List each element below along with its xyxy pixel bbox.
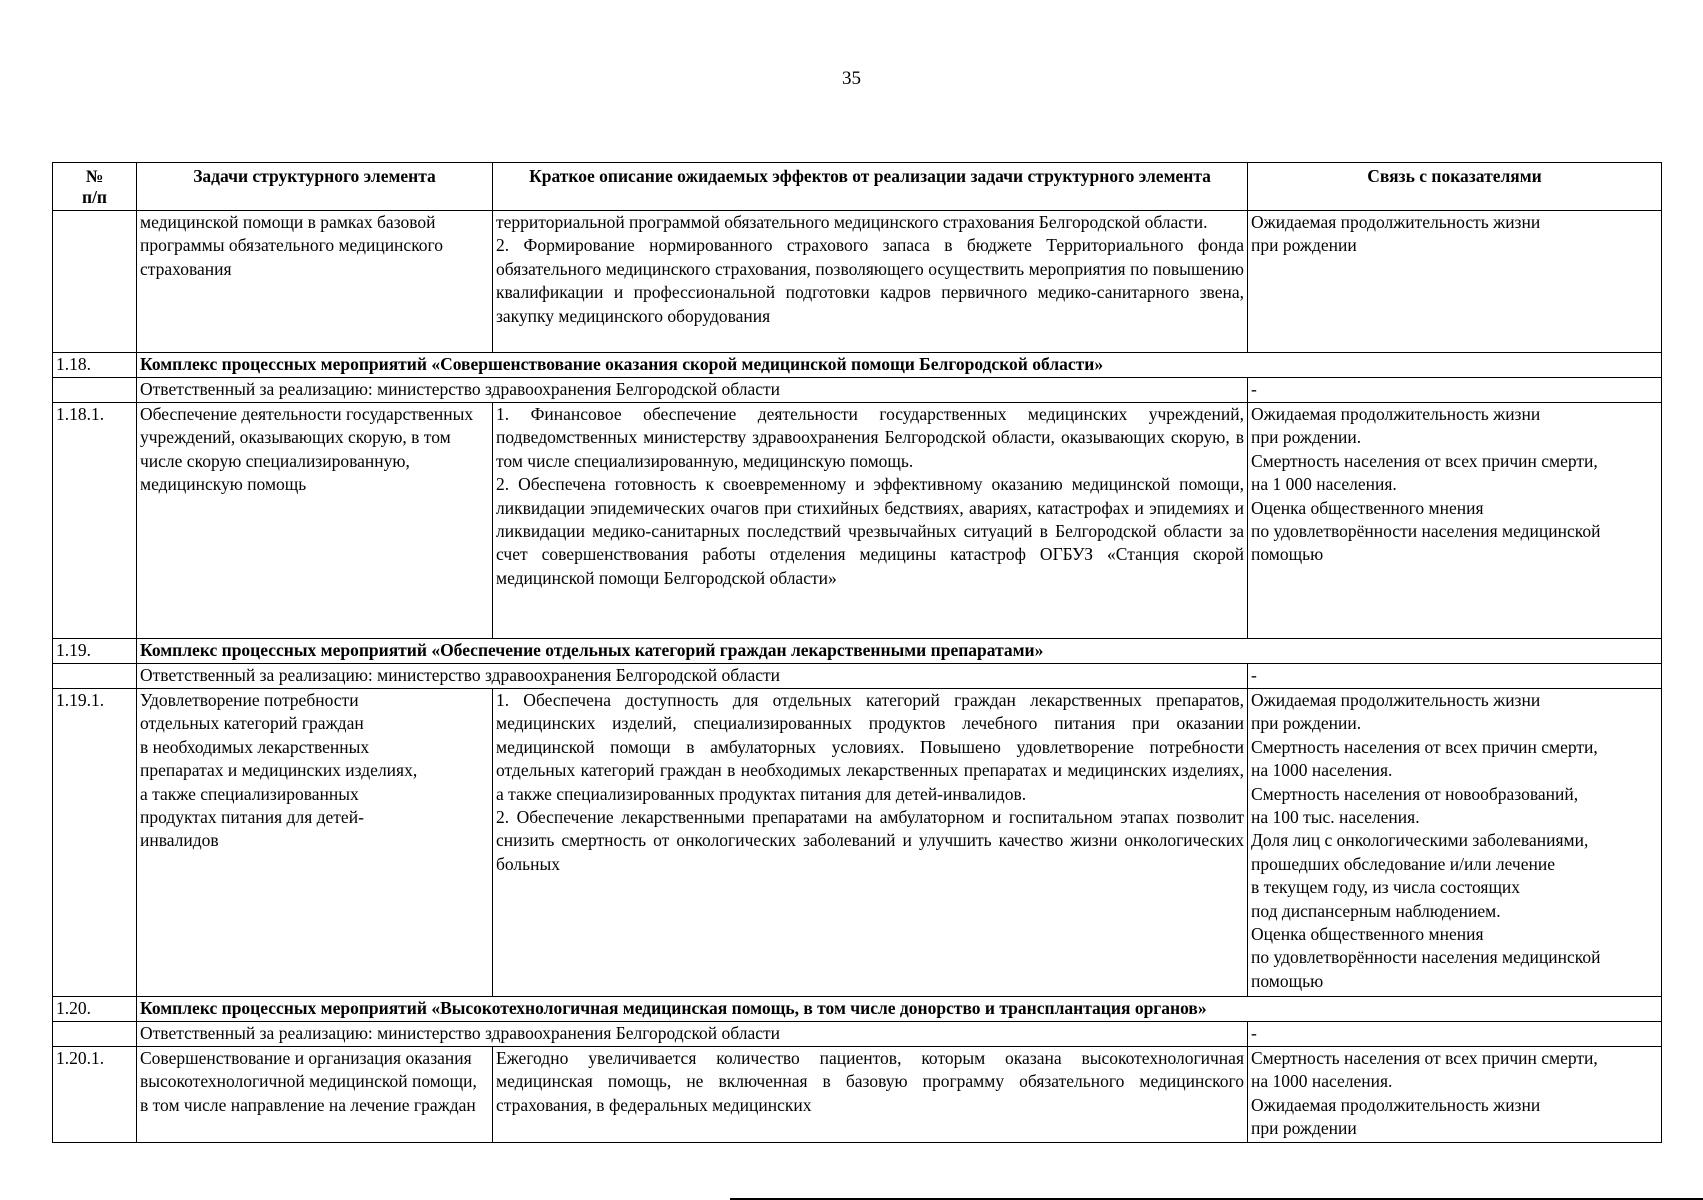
page-number: 35 bbox=[842, 68, 861, 89]
cell-task: Удовлетворение потребности отдельных категорий граждан в необходимых лекарственных препаратах и медицинских изделиях, а также специализированных продуктах питания для детей- инвалидов bbox=[137, 689, 493, 997]
section-row-1-20 bbox=[53, 997, 1662, 1022]
responsible-dash: - bbox=[1248, 1022, 1662, 1047]
cell-num bbox=[53, 211, 137, 353]
section-num: 1.18. bbox=[53, 353, 137, 378]
responsible-text: Ответственный за реализацию: министерство здравоохранения Белгородской области bbox=[137, 1022, 1248, 1047]
cell-indicator: Ожидаемая продолжительность жизни при рождении bbox=[1248, 211, 1662, 353]
section-title: Комплекс процессных мероприятий «Обеспечение отдельных категорий граждан лекарственными препаратами» bbox=[137, 639, 1662, 664]
cell-effect: 1. Финансовое обеспечение деятельности государственных медицинских учреждений, подведомственных министерству здравоохранения Белгородской области, оказывающих скорую, в том числе специализированную, медицинскую помощь. 2. Обеспечена готовность к своевременному и эффективному оказанию медицинской помощи, ликвидации эпидемических очагов при стихийных бедствиях, авариях, катастрофах и эпидемиях и ликвидации медико-санитарных последствий чрезвычайных ситуаций в Белгородской области за счет совершенствования работы отделения медицины катастроф ОГБУЗ «Станция скорой медицинской помощи Белгородской области» bbox=[493, 403, 1248, 639]
responsible-row bbox=[53, 378, 1662, 403]
section-row-1-19 bbox=[53, 639, 1662, 664]
cell-effect: территориальной программой обязательного медицинского страхования Белгородской области. 2. Формирование нормированного страхового запаса в бюджете Территориального фонда обязательного медицинского страхования, позволяющего осуществить мероприятия по повышению квалификации и профессиональной подготовки кадров первичного медико-санитарного звена, закупку медицинского оборудования bbox=[493, 211, 1248, 353]
responsible-dash: - bbox=[1248, 378, 1662, 403]
cell-indicator: Ожидаемая продолжительность жизни при рождении. Смертность населения от всех причин смерти, на 1000 населения. Смертность населения от новообразований, на 100 тыс. населения. Доля лиц с онкологическими заболеваниями, прошедших обследование и/или лечение в текущем году, из числа состоящих под диспансерным наблюдением. Оценка общественного мнения по удовлетворённости населения медицинской помощью bbox=[1248, 689, 1662, 997]
cell-num: 1.18.1. bbox=[53, 403, 137, 639]
responsible-text: Ответственный за реализацию: министерство здравоохранения Белгородской области bbox=[137, 664, 1248, 689]
responsible-row bbox=[53, 664, 1662, 689]
cell-num bbox=[53, 664, 137, 689]
cell-task: Обеспечение деятельности государственных учреждений, оказывающих скорую, в том числе скорую специализированную, медицинскую помощь bbox=[137, 403, 493, 639]
cell-num: 1.19.1. bbox=[53, 689, 137, 997]
cell-num bbox=[53, 1022, 137, 1047]
cell-num: 1.20.1. bbox=[53, 1047, 137, 1143]
cell-task: медицинской помощи в рамках базовой программы обязательного медицинского страхования bbox=[137, 211, 493, 353]
cell-indicator: Ожидаемая продолжительность жизни при рождении. Смертность населения от всех причин смерти, на 1 000 населения. Оценка общественного мнения по удовлетворённости населения медицинской помощью bbox=[1248, 403, 1662, 639]
section-num: 1.19. bbox=[53, 639, 137, 664]
responsible-dash: - bbox=[1248, 664, 1662, 689]
header-tasks: Задачи структурного элемента bbox=[137, 163, 493, 211]
cell-effect: Ежегодно увеличивается количество пациентов, которым оказана высокотехнологичная медицинская помощь, не включенная в базовую программу обязательного медицинского страхования, в федеральных медицинских bbox=[493, 1047, 1248, 1143]
table-header-row bbox=[53, 163, 1662, 211]
cell-indicator: Смертность населения от всех причин смерти, на 1000 населения. Ожидаемая продолжительность жизни при рождении bbox=[1248, 1047, 1662, 1143]
cell-effect: 1. Обеспечена доступность для отдельных категорий граждан лекарственных препаратов, медицинских изделий, специализированных продуктов лечебного питания при оказании медицинской помощи в амбулаторных условиях. Повышено удовлетворение потребности отдельных категорий граждан в необходимых лекарственных препаратах и медицинских изделиях, а также специализированных продуктах питания для детей-инвалидов. 2. Обеспечение лекарственными препаратами на амбулаторном и госпитальном этапах позволит снизить смертность от онкологических заболеваний и улучшить качество жизни онкологических больных bbox=[493, 689, 1248, 997]
section-title: Комплекс процессных мероприятий «Высокотехнологичная медицинская помощь, в том числе донорство и трансплантация органов» bbox=[137, 997, 1662, 1022]
table-row bbox=[53, 403, 1662, 639]
table-row bbox=[53, 1047, 1662, 1143]
responsible-row bbox=[53, 1022, 1662, 1047]
section-row-1-18 bbox=[53, 353, 1662, 378]
cell-num bbox=[53, 378, 137, 403]
measures-table bbox=[52, 162, 1662, 1143]
section-title: Комплекс процессных мероприятий «Совершенствование оказания скорой медицинской помощи Белгородской области» bbox=[137, 353, 1662, 378]
header-effects: Краткое описание ожидаемых эффектов от реализации задачи структурного элемента bbox=[493, 163, 1248, 211]
table-row bbox=[53, 211, 1662, 353]
header-indicators: Связь с показателями bbox=[1248, 163, 1662, 211]
header-num: № п/п bbox=[53, 163, 137, 211]
cell-task: Совершенствование и организация оказания высокотехнологичной медицинской помощи, в том числе направление на лечение граждан bbox=[137, 1047, 493, 1143]
table-row bbox=[53, 689, 1662, 997]
section-num: 1.20. bbox=[53, 997, 137, 1022]
responsible-text: Ответственный за реализацию: министерство здравоохранения Белгородской области bbox=[137, 378, 1248, 403]
